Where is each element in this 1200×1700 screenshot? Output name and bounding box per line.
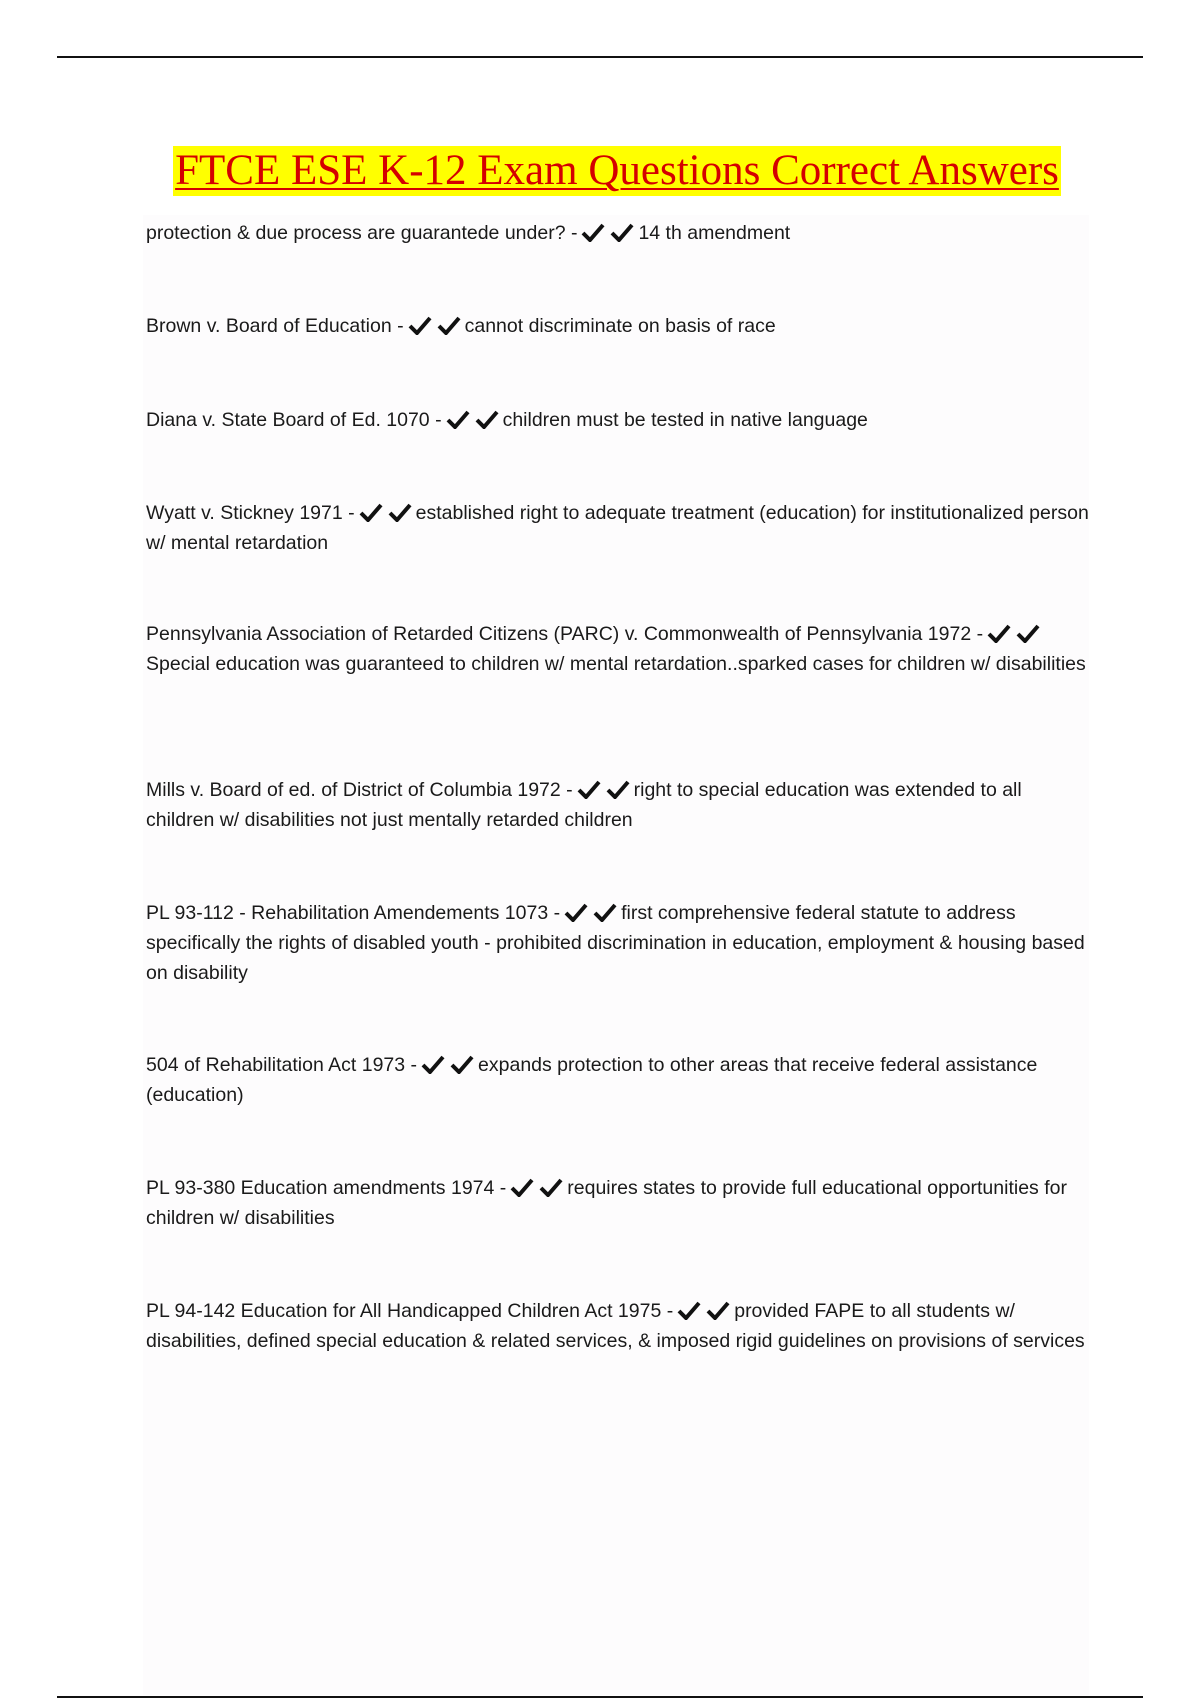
qa-term: Brown v. Board of Education -	[146, 315, 404, 337]
qa-term: Pennsylvania Association of Retarded Citizens (PARC) v. Commonwealth of Pennsylvania 1972 -	[146, 623, 984, 645]
double-checkmark-icon	[421, 1054, 474, 1074]
qa-term: 504 of Rehabilitation Act 1973 -	[146, 1054, 418, 1076]
qa-item	[146, 1050, 1091, 1110]
double-checkmark-icon	[577, 779, 630, 799]
qa-item	[146, 311, 1091, 341]
qa-item	[146, 498, 1091, 558]
qa-term: Wyatt v. Stickney 1971 -	[146, 502, 355, 524]
qa-answer: provided FAPE to all students w/ disabilities, defined special education & related services, & imposed rigid guidelines on provisions of services	[146, 1300, 1085, 1352]
qa-answer: right to special education was extended to all children w/ disabilities not just mentally retarded children	[146, 779, 1022, 831]
qa-answer: first comprehensive federal statute to address specifically the rights of disabled youth - prohibited discrimination in education, employment & housing based on disability	[146, 902, 1085, 984]
double-checkmark-icon	[359, 502, 412, 522]
qa-item	[146, 218, 1091, 248]
double-checkmark-icon	[677, 1300, 730, 1320]
qa-item	[146, 405, 1091, 435]
qa-answer: expands protection to other areas that receive federal assistance (education)	[146, 1054, 1038, 1106]
qa-answer: requires states to provide full educational opportunities for children w/ disabilities	[146, 1177, 1067, 1229]
qa-term: PL 93-112 - Rehabilitation Amendements 1073 -	[146, 902, 561, 924]
double-checkmark-icon	[408, 315, 461, 335]
title-container	[0, 146, 1200, 196]
qa-term: Diana v. State Board of Ed. 1070 -	[146, 409, 442, 431]
qa-term: PL 94-142 Education for All Handicapped Children Act 1975 -	[146, 1300, 674, 1322]
double-checkmark-icon	[581, 222, 634, 242]
qa-term: protection & due process are guarantede under? -	[146, 222, 578, 244]
double-checkmark-icon	[446, 409, 499, 429]
qa-term: PL 93-380 Education amendments 1974 -	[146, 1177, 507, 1199]
qa-item	[146, 775, 1091, 835]
bottom-rule	[57, 1696, 1143, 1698]
qa-answer: Special education was guaranteed to children w/ mental retardation..sparked cases for children w/ disabilities	[146, 653, 1086, 675]
page-title: FTCE ESE K-12 Exam Questions Correct Answers	[175, 147, 1059, 194]
qa-answer: cannot discriminate on basis of race	[464, 315, 776, 337]
double-checkmark-icon	[987, 623, 1040, 643]
double-checkmark-icon	[510, 1177, 563, 1197]
qa-answer: established right to adequate treatment (education) for institutionalized person w/ mental retardation	[146, 502, 1089, 554]
double-checkmark-icon	[564, 902, 617, 922]
qa-answer: 14 th amendment	[638, 222, 791, 244]
qa-answer: children must be tested in native language	[502, 409, 868, 431]
qa-item	[146, 898, 1091, 988]
top-rule	[57, 56, 1143, 58]
qa-term: Mills v. Board of ed. of District of Columbia 1972 -	[146, 779, 573, 801]
qa-item	[146, 1173, 1091, 1233]
qa-item	[146, 1296, 1091, 1356]
qa-item	[146, 619, 1091, 679]
